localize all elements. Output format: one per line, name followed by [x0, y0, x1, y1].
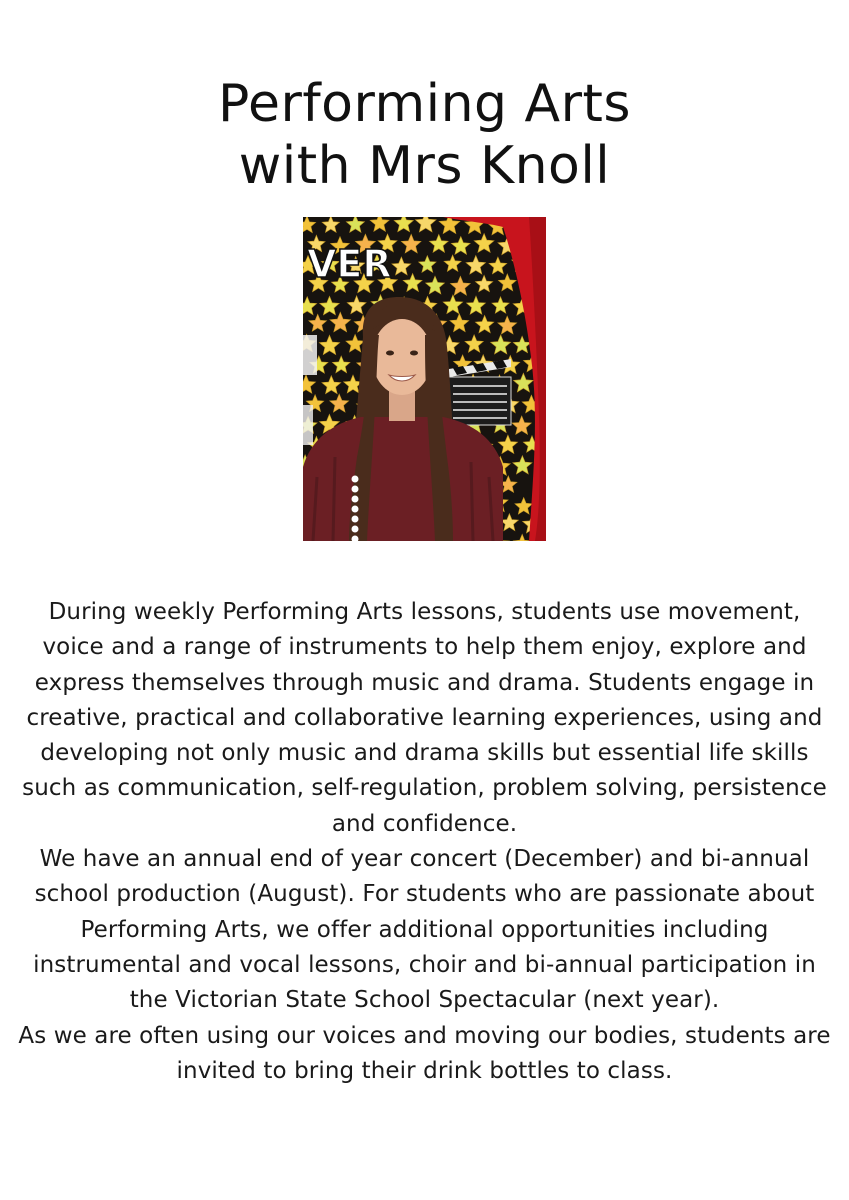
body-text [18, 595, 831, 1089]
body-paragraph-3: As we are often using our voices and moving our bodies, students are invited to bring their drink bottles to class. [18, 1022, 831, 1084]
board-letter-fragment [303, 405, 313, 445]
title-line-2: with Mrs Knoll [238, 135, 611, 196]
title-line-1: Performing Arts [218, 73, 631, 134]
body-paragraph-2: We have an annual end of year concert (December) and bi-annual school production (August). For students who are passionate about Performing Arts, we offer additional opportunities including instrumental and vocal lessons, choir and bi-annual participation in the Victorian State School Spectacular (next year). [33, 846, 816, 1014]
body-paragraph-1: During weekly Performing Arts lessons, students use movement, voice and a range of instruments to help them enjoy, explore and express themselves through music and drama. Students engage in creative, practical and collaborative learning experiences, using and developing not only music and drama skills but essential life skills such as communication, self-regulation, problem solving, persistence and confidence. [22, 599, 827, 837]
page-title [0, 73, 849, 197]
photo-face [372, 319, 432, 395]
board-letter-fragment [303, 335, 317, 375]
board-letters: VER [307, 242, 392, 286]
teacher-photo [303, 217, 546, 541]
